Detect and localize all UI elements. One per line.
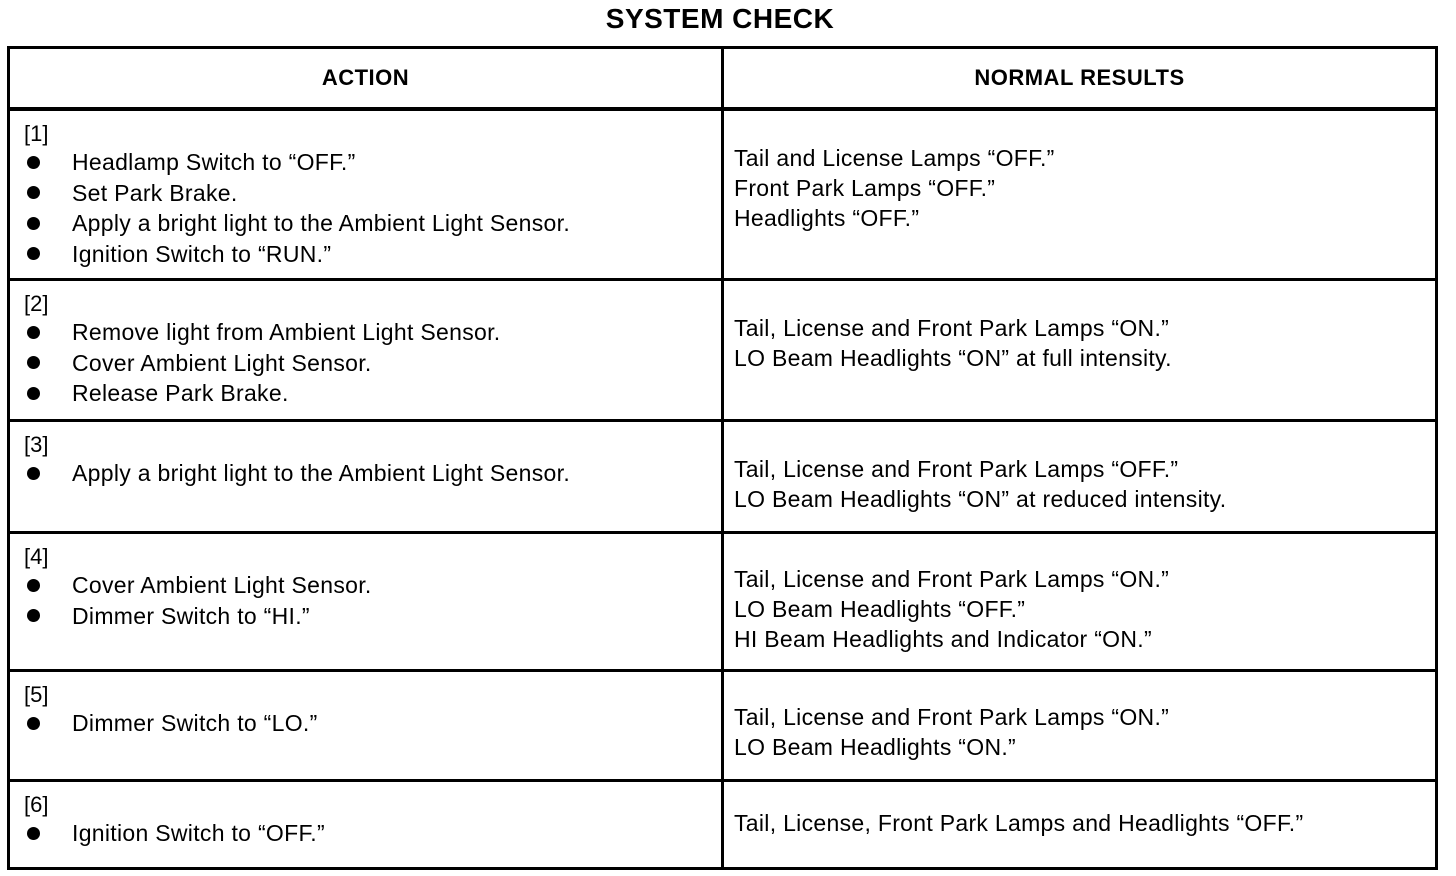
step-number: [6]	[24, 792, 49, 817]
action-cell-step-6	[10, 782, 724, 867]
header-normal-results: NORMAL RESULTS	[724, 49, 1435, 111]
bullet-icon	[27, 186, 40, 199]
result-lines	[734, 564, 1169, 654]
action-text: Apply a bright light to the Ambient Light Sensor.	[72, 460, 571, 486]
action-item	[24, 317, 721, 348]
action-item	[24, 348, 721, 379]
action-list	[24, 708, 721, 739]
action-item	[24, 458, 721, 489]
bullet-icon	[27, 579, 40, 592]
result-lines	[734, 143, 1055, 233]
result-line: HI Beam Headlights and Indicator “ON.”	[734, 626, 1152, 652]
result-cell-step-5	[724, 672, 1435, 782]
result-line: Tail and License Lamps “OFF.”	[734, 145, 1055, 171]
result-lines	[734, 808, 1303, 838]
result-line: Tail, License, Front Park Lamps and Headlights “OFF.”	[734, 810, 1304, 836]
result-cell-step-1	[724, 111, 1435, 281]
action-item	[24, 570, 721, 601]
result-line: LO Beam Headlights “OFF.”	[734, 596, 1026, 622]
bullet-icon	[27, 387, 40, 400]
result-line: Tail, License and Front Park Lamps “ON.”	[734, 566, 1170, 592]
result-cell-step-3	[724, 422, 1435, 534]
result-line: Tail, License and Front Park Lamps “ON.”	[734, 315, 1170, 341]
action-cell-step-5	[10, 672, 724, 782]
action-text: Cover Ambient Light Sensor.	[72, 572, 372, 598]
bullet-icon	[27, 356, 40, 369]
step-number: [5]	[24, 682, 49, 707]
bullet-icon	[27, 217, 40, 230]
action-text: Headlamp Switch to “OFF.”	[72, 149, 356, 175]
action-list	[24, 818, 721, 849]
bullet-icon	[27, 717, 40, 730]
action-text: Ignition Switch to “RUN.”	[72, 240, 332, 267]
bullet-icon	[27, 609, 40, 622]
result-lines	[734, 313, 1172, 373]
action-item	[24, 239, 721, 270]
action-item	[24, 708, 721, 739]
bullet-icon	[27, 326, 40, 339]
result-cell-step-6	[724, 782, 1435, 867]
bullet-icon	[27, 827, 40, 840]
action-text: Ignition Switch to “OFF.”	[72, 820, 325, 846]
action-item	[24, 178, 721, 209]
result-line: LO Beam Headlights “ON” at full intensity.	[734, 345, 1172, 371]
result-line: Tail, License and Front Park Lamps “OFF.”	[734, 456, 1179, 482]
step-number: [3]	[24, 432, 49, 457]
action-text: Release Park Brake.	[72, 380, 289, 406]
action-item	[24, 601, 721, 632]
page-title: SYSTEM CHECK	[605, 3, 835, 34]
step-number: [1]	[24, 121, 49, 146]
action-item	[24, 378, 721, 409]
step-number: [4]	[24, 544, 49, 569]
action-text: Dimmer Switch to “LO.”	[72, 710, 318, 736]
action-item	[24, 147, 721, 178]
result-line: Front Park Lamps “OFF.”	[734, 175, 996, 201]
result-cell-step-4	[724, 534, 1435, 672]
header-action: ACTION	[10, 49, 724, 111]
result-cell-step-2	[724, 281, 1435, 422]
action-cell-step-2	[10, 281, 724, 422]
bullet-icon	[27, 247, 40, 260]
action-list	[24, 570, 721, 631]
result-lines	[734, 454, 1226, 514]
system-check-table	[7, 46, 1438, 870]
action-text: Dimmer Switch to “HI.”	[72, 602, 310, 629]
action-list	[24, 458, 721, 489]
action-list	[24, 147, 721, 269]
action-text: Set Park Brake.	[72, 179, 238, 206]
result-line: LO Beam Headlights “ON” at reduced intensity.	[734, 486, 1227, 512]
bullet-icon	[27, 467, 40, 480]
action-text: Remove light from Ambient Light Sensor.	[72, 319, 501, 345]
action-item	[24, 208, 721, 239]
result-line: Headlights “OFF.”	[734, 205, 920, 231]
action-text: Cover Ambient Light Sensor.	[72, 349, 372, 376]
step-number: [2]	[24, 291, 49, 316]
action-text: Apply a bright light to the Ambient Light Sensor.	[72, 210, 571, 236]
result-line: Tail, License and Front Park Lamps “ON.”	[734, 704, 1170, 730]
action-cell-step-3	[10, 422, 724, 534]
action-item	[24, 818, 721, 849]
action-list	[24, 317, 721, 409]
result-lines	[734, 702, 1169, 762]
action-cell-step-4	[10, 534, 724, 672]
result-line: LO Beam Headlights “ON.”	[734, 734, 1017, 760]
action-cell-step-1	[10, 111, 724, 281]
bullet-icon	[27, 156, 40, 169]
